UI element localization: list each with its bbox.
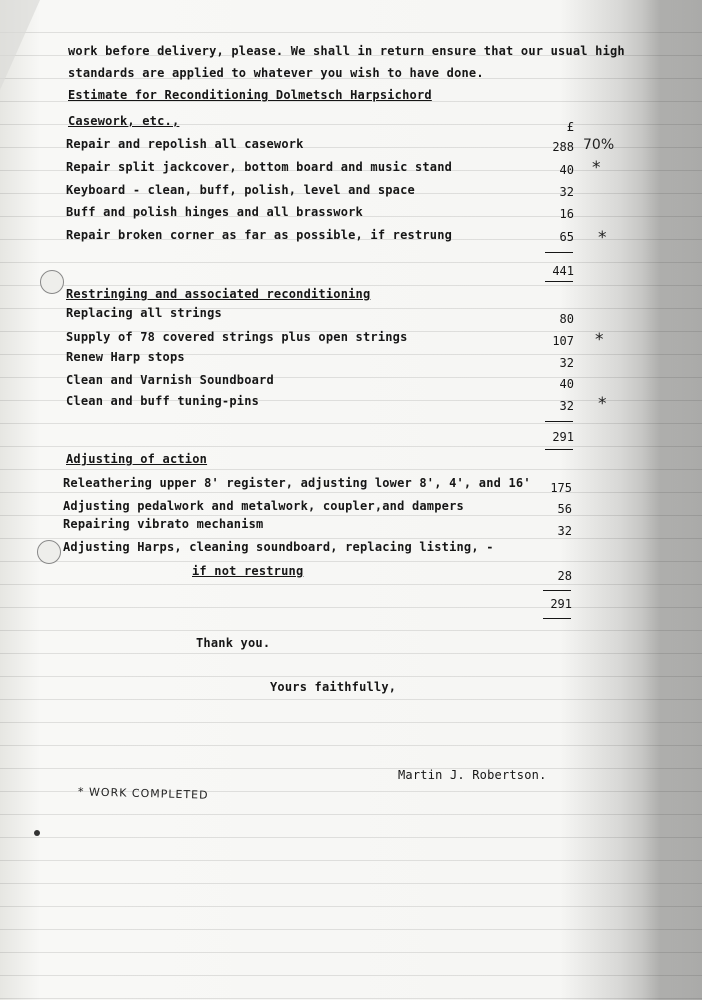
currency-symbol: £ xyxy=(566,120,574,134)
line-item-amount: 56 xyxy=(557,502,572,516)
folded-corner xyxy=(0,0,40,90)
line-item-label: Replacing all strings xyxy=(66,306,222,320)
line-item-label: Supply of 78 covered strings plus open strings xyxy=(66,330,408,344)
completed-asterisk-mark: * xyxy=(592,158,601,178)
scan-edge-shadow xyxy=(642,0,702,1000)
line-item-label: Releathering upper 8' register, adjusting lower 8', 4', and 16' xyxy=(63,476,531,490)
section-total: 291 xyxy=(550,597,572,611)
intro-line-2: standards are applied to whatever you wish to have done. xyxy=(68,66,484,80)
line-item-amount: 80 xyxy=(559,312,574,326)
line-item-label: Adjusting Harps, cleaning soundboard, replacing listing, - xyxy=(63,540,494,554)
completed-asterisk-mark: * xyxy=(595,330,604,350)
line-item-amount: 32 xyxy=(559,185,574,199)
punch-hole xyxy=(40,270,64,294)
completed-asterisk-mark: * xyxy=(598,394,607,414)
line-item-amount: 40 xyxy=(559,163,574,177)
line-item-label-continued: if not restrung xyxy=(192,564,304,578)
line-item-label: Keyboard - clean, buff, polish, level and space xyxy=(66,183,415,197)
line-item-label: Repair broken corner as far as possible, if restrung xyxy=(66,228,453,242)
subtotal-rule xyxy=(543,590,571,591)
valediction: Yours faithfully, xyxy=(270,680,397,694)
line-item-amount: 107 xyxy=(552,334,574,348)
section-total: 291 xyxy=(552,430,574,444)
signatory-name: Martin J. Robertson. xyxy=(398,768,547,782)
line-item-label: Repair split jackcover, bottom board and music stand xyxy=(66,160,453,174)
line-item-label: Adjusting pedalwork and metalwork, coupler,and dampers xyxy=(63,499,464,513)
line-item-amount: 288 xyxy=(552,140,574,154)
handwritten-note: * WORK COMPLETED xyxy=(77,785,209,802)
line-item-label: Clean and buff tuning-pins xyxy=(66,394,260,408)
line-item-amount: 40 xyxy=(559,377,574,391)
line-item-amount: 32 xyxy=(557,524,572,538)
total-underline xyxy=(545,449,573,450)
section-total: 441 xyxy=(552,264,574,278)
punch-hole xyxy=(37,540,61,564)
completed-asterisk-mark: * xyxy=(598,228,607,248)
line-item-amount: 175 xyxy=(550,481,572,495)
line-item-label: Buff and polish hinges and all brasswork xyxy=(66,205,363,219)
line-item-label: Repair and repolish all casework xyxy=(66,137,304,151)
line-item-label: Clean and Varnish Soundboard xyxy=(66,373,274,387)
subtotal-rule xyxy=(545,252,573,253)
section-heading-casework: Casework, etc., xyxy=(68,114,180,128)
subtotal-rule xyxy=(545,421,573,422)
line-item-amount: 32 xyxy=(559,356,574,370)
document-title: Estimate for Reconditioning Dolmetsch Harpsichord xyxy=(68,88,432,102)
line-item-amount: 16 xyxy=(559,207,574,221)
intro-line-1: work before delivery, please. We shall in return ensure that our usual high xyxy=(68,44,625,58)
section-heading-restringing: Restringing and associated reconditioning xyxy=(66,287,371,301)
line-item-label: Renew Harp stops xyxy=(66,350,185,364)
line-item-amount: 28 xyxy=(557,569,572,583)
total-underline xyxy=(545,281,573,282)
ink-speck xyxy=(34,830,40,836)
section-heading-action: Adjusting of action xyxy=(66,452,208,466)
handwritten-percent-mark: 70% xyxy=(583,137,615,153)
line-item-label: Repairing vibrato mechanism xyxy=(63,517,264,531)
total-underline xyxy=(543,618,571,619)
thanks-line: Thank you. xyxy=(196,636,271,650)
line-item-amount: 32 xyxy=(559,399,574,413)
line-item-amount: 65 xyxy=(559,230,574,244)
